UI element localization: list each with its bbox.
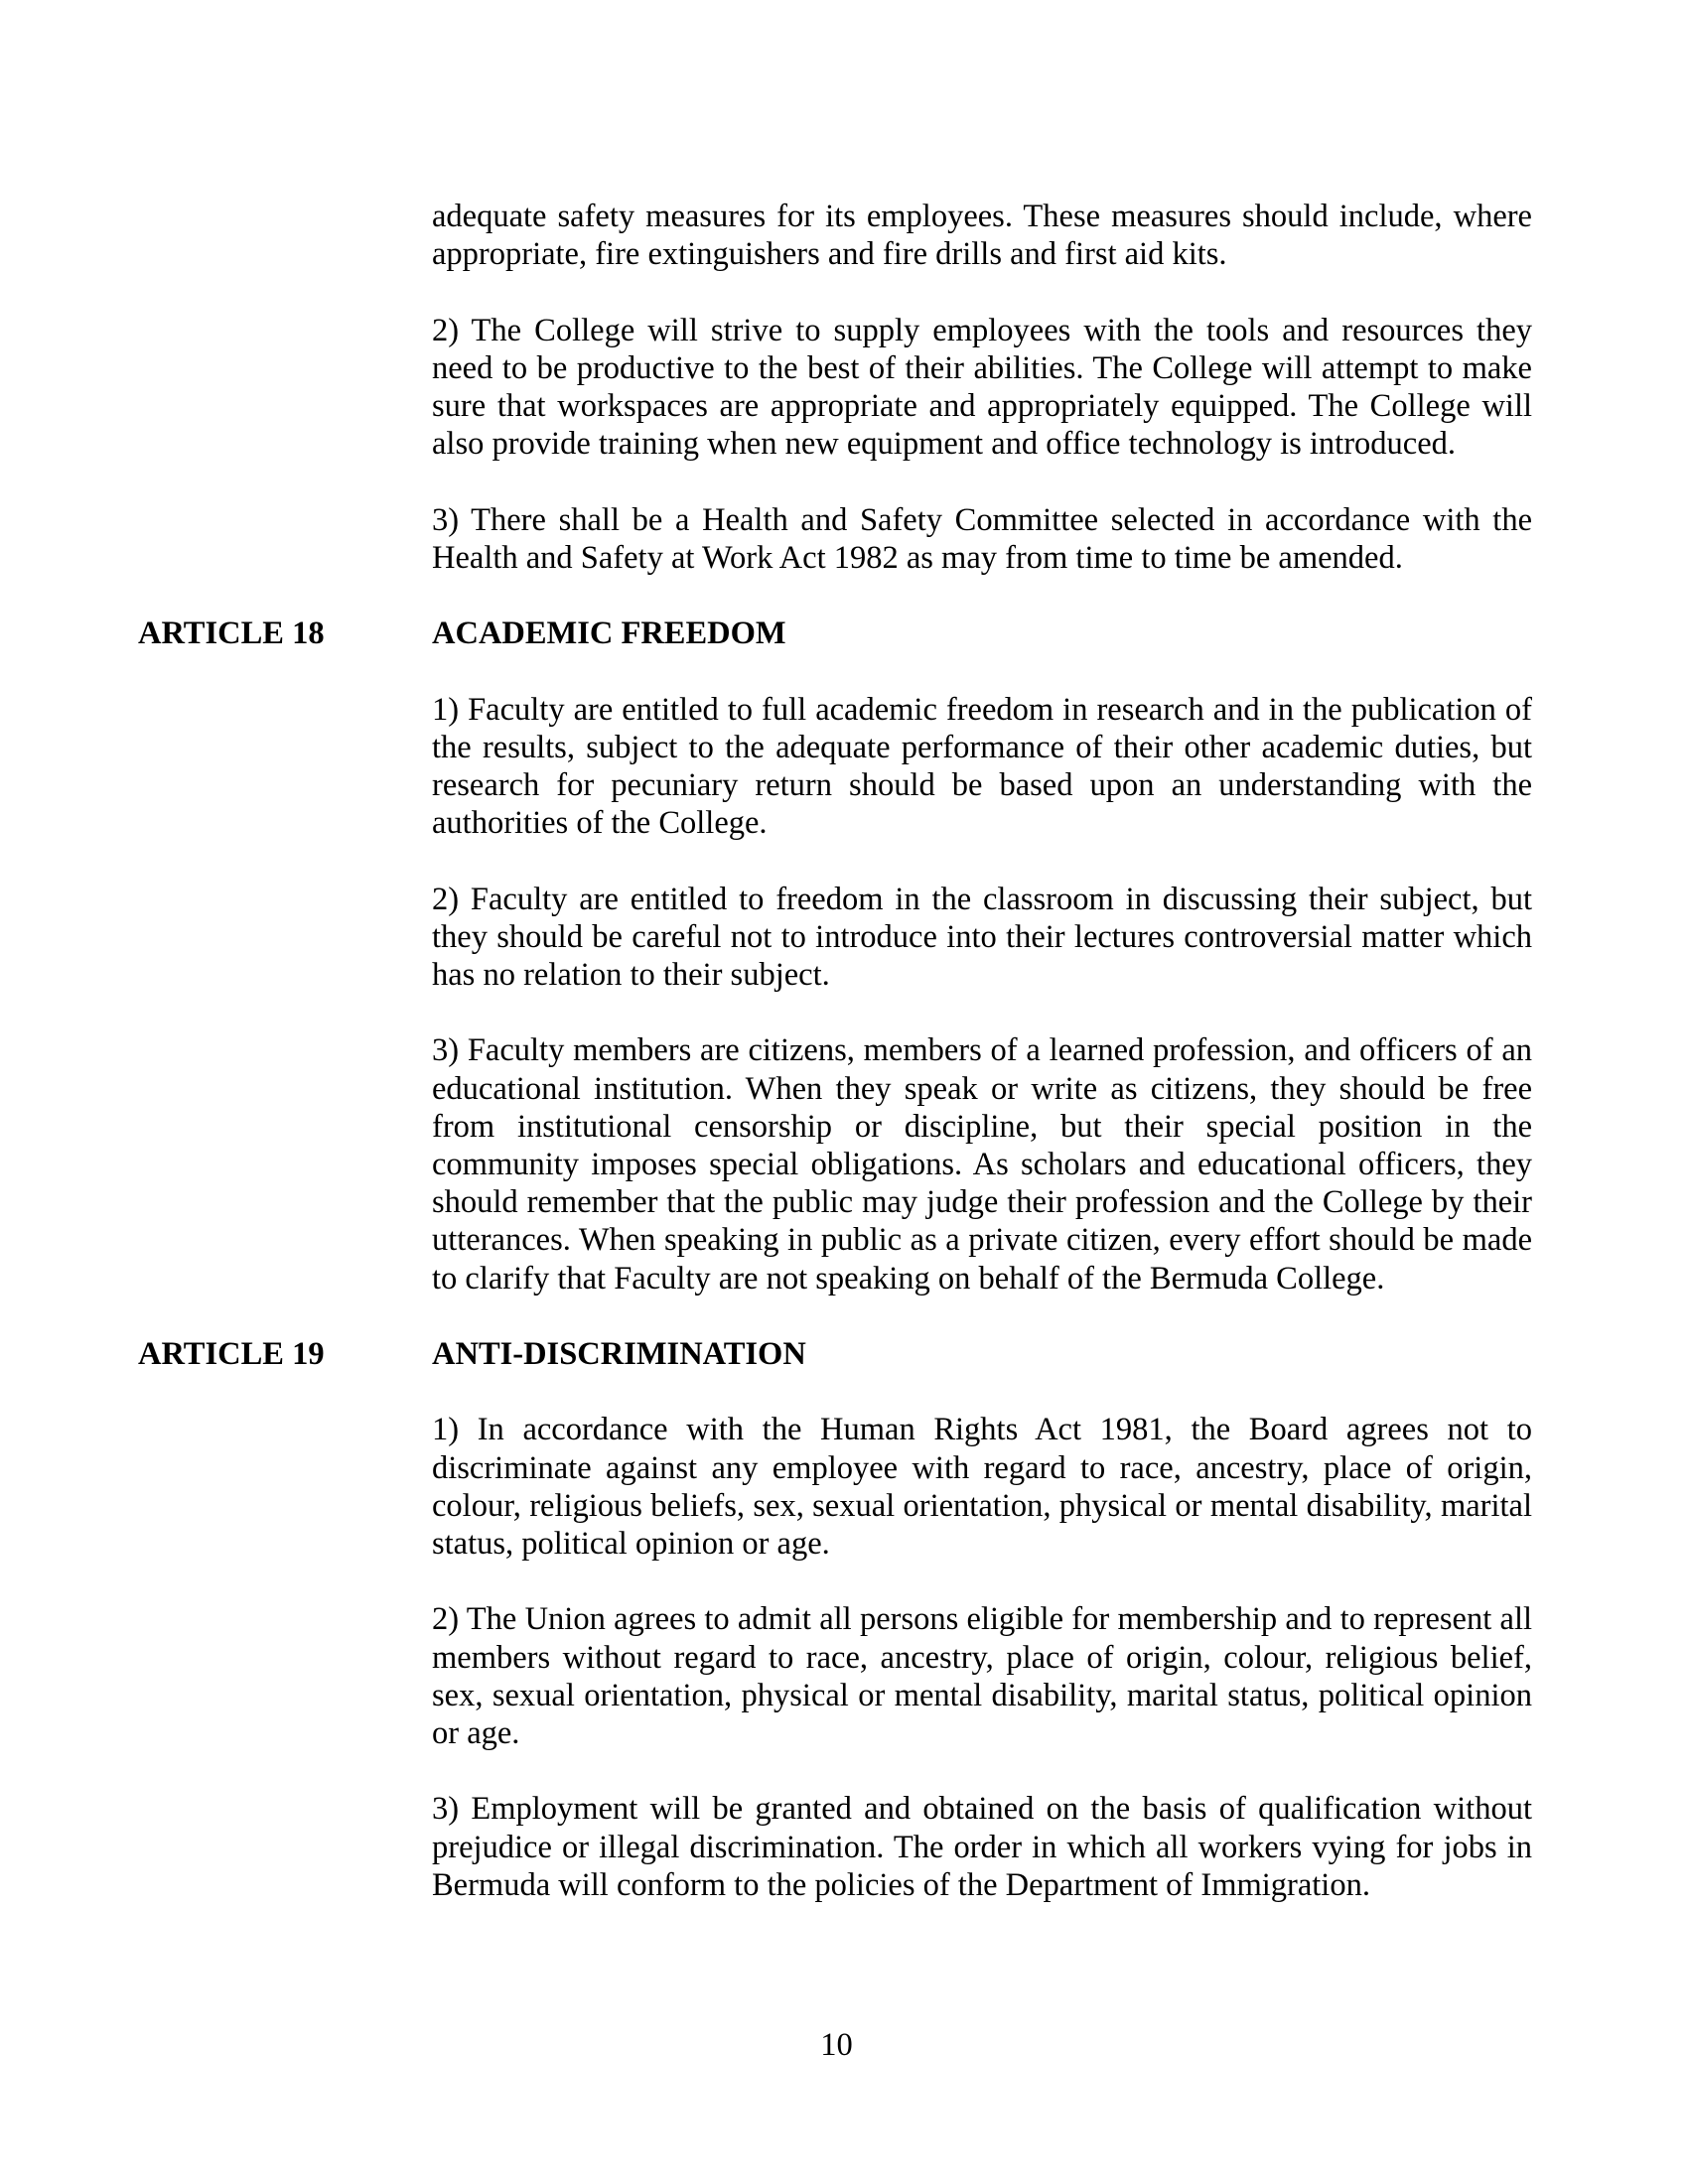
paragraph: adequate safety measures for its employees. These measures should include, where appropriate, fire extinguishers and fire drills and first aid kits. bbox=[432, 199, 1532, 273]
paragraph: 3) Employment will be granted and obtained on the basis of qualification without prejudice or illegal discrimination. The order in which all workers vying for jobs in Bermuda will conform to the policies of the Department of Immigration. bbox=[432, 1791, 1532, 1903]
article-title: ACADEMIC FREEDOM bbox=[432, 615, 786, 652]
article-number: ARTICLE 19 bbox=[138, 1335, 325, 1372]
article-title: ANTI-DISCRIMINATION bbox=[432, 1335, 806, 1372]
document-body bbox=[0, 198, 1688, 1942]
paragraph: 2) The Union agrees to admit all persons eligible for membership and to represent all members without regard to race, ancestry, place of origin, colour, religious belief, sex, sexual orientation, physical or mental disability, marital status, political opinion or age. bbox=[432, 1601, 1532, 1751]
paragraph: 1) Faculty are entitled to full academic freedom in research and in the publication of the results, subject to the adequate performance of their other academic duties, but research for pecuniary return should be based upon an understanding with the authorities of the College. bbox=[432, 691, 1532, 842]
paragraph: 1) In accordance with the Human Rights Act 1981, the Board agrees not to discriminate against any employee with regard to race, ancestry, place of origin, colour, religious beliefs, sex, sexual orientation, physical or mental disability, marital status, political opinion or age. bbox=[432, 1412, 1532, 1562]
page-number: 10 bbox=[820, 2027, 853, 2063]
article-heading-19 bbox=[0, 1335, 1688, 1373]
article-heading-18 bbox=[0, 614, 1688, 652]
paragraph: 3) Faculty members are citizens, members of a learned profession, and officers of an educational institution. When they speak or write as citizens, they should be free from institutional censorship or discipline, but their special position in the community imposes special obligations. As scholars and educational officers, they should remember that the public may judge their profession and the College by their utterances. When speaking in public as a private citizen, every effort should be made to clarify that Faculty are not speaking on behalf of the Bermuda College. bbox=[432, 1032, 1532, 1297]
paragraph: 2) The College will strive to supply employees with the tools and resources they need to be productive to the best of their abilities. The College will attempt to make sure that workspaces are appropriate and appropriately equipped. The College will also provide training when new equipment and office technology is introduced. bbox=[432, 312, 1532, 463]
paragraph: 2) Faculty are entitled to freedom in the classroom in discussing their subject, but they should be careful not to introduce into their lectures controversial matter which has no relation to their subject. bbox=[432, 881, 1532, 993]
article-number: ARTICLE 18 bbox=[138, 615, 325, 652]
paragraph: 3) There shall be a Health and Safety Committee selected in accordance with the Health and Safety at Work Act 1982 as may from time to time be amended. bbox=[432, 501, 1532, 576]
